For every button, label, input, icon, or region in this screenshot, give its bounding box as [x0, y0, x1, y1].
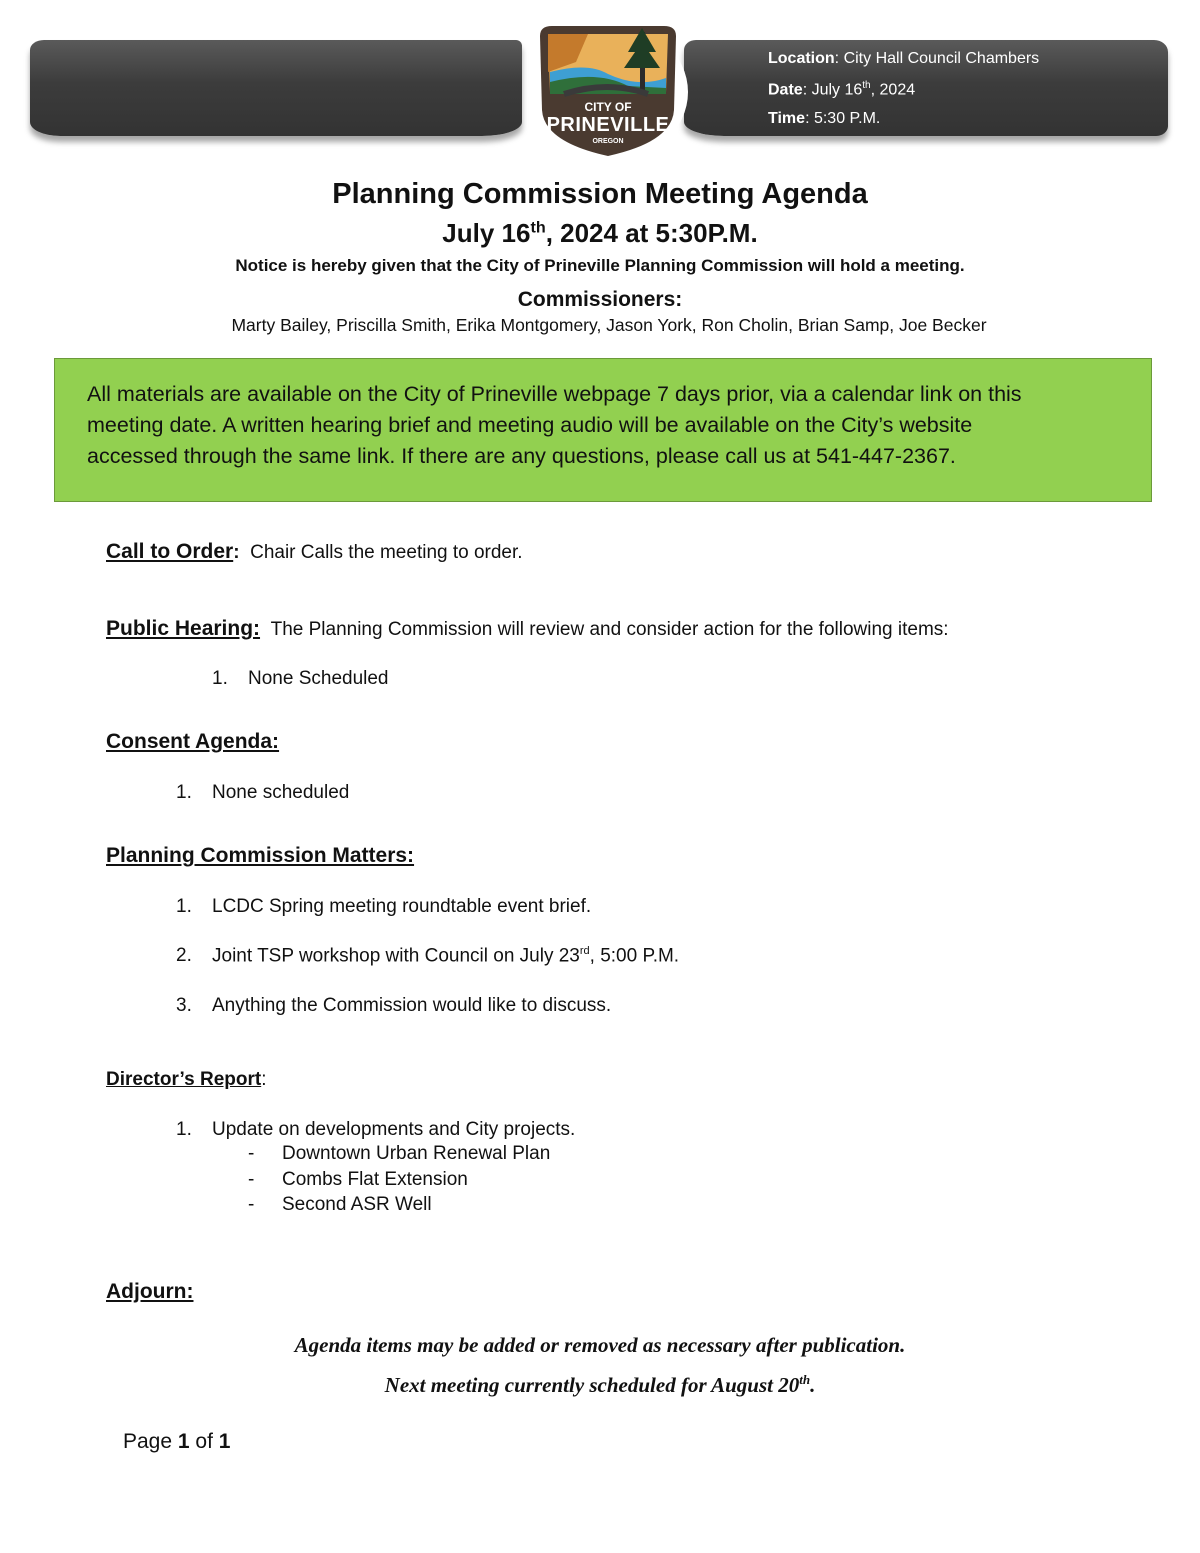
consent-agenda-heading: Consent Agenda:	[106, 730, 280, 753]
public-hearing-text: The Planning Commission will review and consider action for the following items:	[270, 619, 949, 640]
meeting-notice: Notice is hereby given that the City of Prineville Planning Commission will hold a meeting.	[235, 256, 965, 275]
meeting-time: Time: 5:30 P.M.	[768, 110, 881, 127]
call-to-order-text: Chair Calls the meeting to order.	[250, 542, 523, 563]
list-item: 1. None Scheduled	[212, 668, 389, 689]
list-item: 1. None scheduled	[176, 782, 350, 803]
logo-oregon: OREGON	[592, 138, 624, 145]
logo-city-of: CITY OF	[584, 100, 632, 114]
page-title: Planning Commission Meeting Agenda	[332, 178, 868, 210]
footer-note-agenda-changes: Agenda items may be added or removed as necessary after publication.	[294, 1333, 906, 1357]
footer-note-next-meeting: Next meeting currently scheduled for August 20th.	[384, 1372, 816, 1397]
info-line-1: All materials are available on the City of Prineville webpage 7 days prior, via a calendar link on this	[87, 382, 1022, 406]
public-hearing-heading: Public Hearing:	[106, 617, 261, 640]
commissioners-heading: Commissioners:	[517, 288, 683, 311]
info-box	[54, 358, 1152, 502]
consent-agenda-section	[106, 730, 279, 754]
info-line-3: accessed through the same link. If there are any questions, please call us at 541-447-2367.	[87, 444, 956, 468]
list-item: 2. Joint TSP workshop with Council on July 23rd, 5:00 P.M.	[176, 945, 680, 967]
city-logo	[528, 22, 688, 162]
meeting-location: Location: City Hall Council Chambers	[768, 50, 1040, 67]
sub-list-item: - Downtown Urban Renewal Plan	[248, 1143, 551, 1164]
meeting-date-title: July 16th, 2024 at 5:30P.M.	[442, 218, 758, 248]
adjourn-heading: Adjourn:	[106, 1280, 194, 1303]
commissioners-list: Marty Bailey, Priscilla Smith, Erika Montgomery, Jason York, Ron Cholin, Brian Samp, Joe Becker	[231, 315, 987, 335]
adjourn-section	[106, 1280, 193, 1304]
list-item: 1. LCDC Spring meeting roundtable event brief.	[176, 896, 592, 917]
meeting-date: Date: July 16th, 2024	[768, 80, 916, 99]
info-line-2: meeting date. A written hearing brief and meeting audio will be available on the City’s website	[87, 413, 973, 437]
list-item: 1. Update on developments and City projects.	[176, 1119, 576, 1140]
directors-report-section: Director’s Report:	[106, 1069, 267, 1090]
directors-report-heading: Director’s Report	[106, 1069, 262, 1090]
list-item: 3. Anything the Commission would like to discuss.	[176, 995, 612, 1016]
public-hearing-section	[106, 617, 949, 641]
pc-matters-section	[106, 844, 414, 868]
call-to-order-heading: Call to Order	[106, 540, 234, 563]
sub-list-item: - Second ASR Well	[248, 1194, 432, 1215]
page-number: Page 1 of 1	[123, 1430, 231, 1453]
call-to-order-section: Call to Order: Chair Calls the meeting to order.	[106, 540, 523, 563]
pc-matters-heading: Planning Commission Matters:	[106, 844, 415, 867]
sub-list-item: - Combs Flat Extension	[248, 1169, 468, 1190]
header-banner-left	[30, 40, 522, 136]
logo-prineville: PRINEVILLE	[546, 114, 670, 136]
